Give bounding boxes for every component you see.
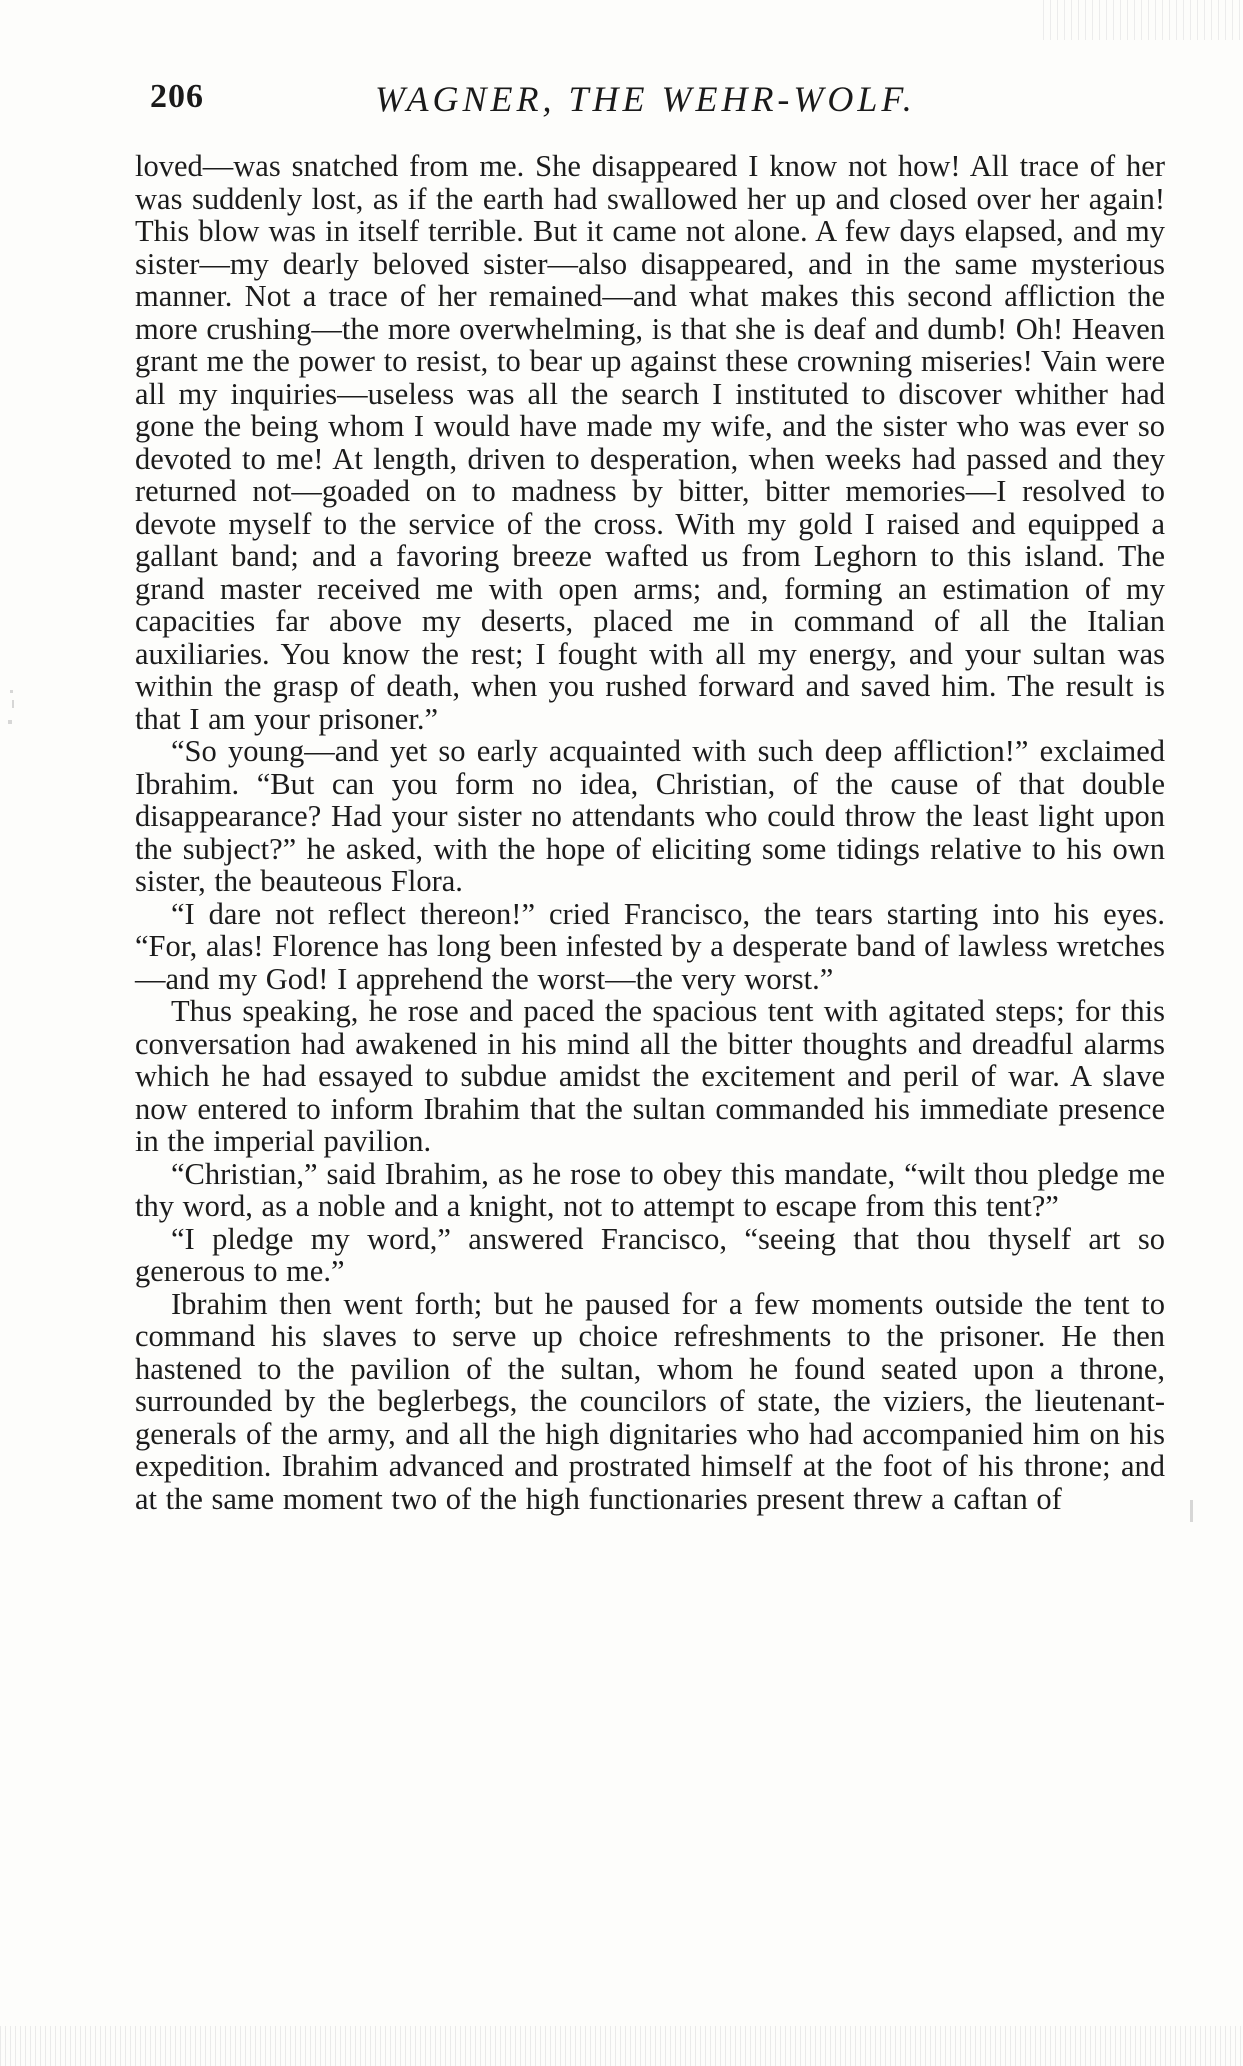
paragraph-4: Thus speaking, he rose and paced the spacious tent with agitated steps; for this conversation had awakened in his mind all the bitter thoughts and dreadful alarms which he had essayed to subdue amidst the excitement and peril of war. A slave now entered to inform Ibrahim that the sultan commanded his immediate presence in the imperial pavilion. <box>135 994 1165 1158</box>
paragraph-7: Ibrahim then went forth; but he paused for a few moments outside the tent to command his slaves to serve up choice refreshments to the prisoner. He then hastened to the pavilion of the sultan, whom he found seated upon a throne, surrounded by the beglerbegs, the councilors of state, the viziers, the lieutenant-generals of the army, and all the high dignitaries who had accompanied him on his expedition. Ibrahim advanced and prostrated himself at the foot of his throne; and at the same moment two of the high functionaries present threw a caftan of <box>135 1286 1165 1516</box>
paragraph-2: “So young—and yet so early acquainted with such deep affliction!” exclaimed Ibrahim. “But can you form no idea, Christian, of the cause of that double disappearance? Had your sister no attendants who could throw the least light upon the subject?” he asked, with the hope of eliciting some tidings relative to his own sister, the beauteous Flora. <box>135 734 1165 898</box>
margin-speck <box>10 690 13 693</box>
margin-speck <box>12 700 14 708</box>
page-header <box>150 78 1162 128</box>
running-title: WAGNER, THE WEHR-WOLF. <box>375 79 916 119</box>
body-text <box>135 150 1165 1515</box>
page-number: 206 <box>150 78 204 115</box>
paragraph-6: “I pledge my word,” answered Francisco, “seeing that thou thyself art so generous to me.” <box>135 1221 1165 1288</box>
scan-noise-bottom <box>0 2026 1243 2066</box>
scan-noise-top <box>1043 0 1243 40</box>
paragraph-5: “Christian,” said Ibrahim, as he rose to obey this mandate, “wilt thou pledge me thy word, as a noble and a knight, not to attempt to escape from this tent?” <box>135 1156 1165 1223</box>
margin-speck <box>8 720 12 724</box>
margin-speck <box>1190 1500 1193 1522</box>
paragraph-3: “I dare not reflect thereon!” cried Francisco, the tears starting into his eyes. “For, alas! Florence has long been infested by a desperate band of lawless wretches—and my God! I apprehend the worst—the very worst.” <box>135 896 1165 996</box>
paragraph-1: loved—was snatched from me. She disappeared I know not how! All trace of her was suddenly lost, as if the earth had swallowed her up and closed over her again! This blow was in itself terrible. But it came not alone. A few days elapsed, and my sister—my dearly beloved sister—also disappeared, and in the same mysterious manner. Not a trace of her remained—and what makes this second affliction the more crushing—the more overwhelming, is that she is deaf and dumb! Oh! Heaven grant me the power to resist, to bear up against these crowning miseries! Vain were all my inquiries—useless was all the search I instituted to discover whither had gone the being whom I would have made my wife, and the sister who was ever so devoted to me! At length, driven to desperation, when weeks had passed and they returned not—goaded on to madness by bitter, bitter memories—I resolved to devote myself to the service of the cross. With my gold I raised and equipped a gallant band; and a favoring breeze wafted us from Leghorn to this island. The grand master received me with open arms; and, forming an estimation of my capacities far above my deserts, placed me in command of all the Italian auxiliaries. You know the rest; I fought with all my energy, and your sultan was within the grasp of death, when you rushed forward and saved him. The result is that I am your prisoner.” <box>135 149 1165 736</box>
